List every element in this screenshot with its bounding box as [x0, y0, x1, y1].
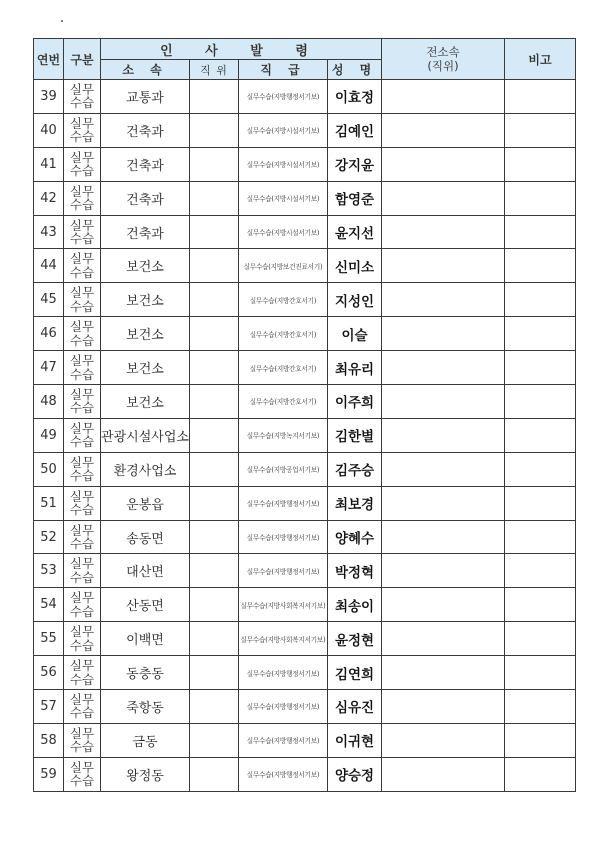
- table-row: [34, 351, 576, 385]
- row-name: 이슬: [328, 317, 382, 351]
- row-grade: 실무수습(지방간호서기): [239, 351, 328, 385]
- row-former: [382, 147, 505, 181]
- row-position: [190, 757, 239, 791]
- row-type: 실무 수습: [64, 215, 101, 249]
- row-dept: 산동면: [101, 588, 190, 622]
- table-row: [34, 418, 576, 452]
- table-row: [34, 80, 576, 114]
- row-dept: 건축과: [101, 181, 190, 215]
- table-row: [34, 622, 576, 656]
- row-name: 심유진: [328, 690, 382, 724]
- row-number: 53: [34, 554, 64, 588]
- row-name: 김예인: [328, 113, 382, 147]
- table-row: [34, 656, 576, 690]
- row-grade: 실무수습(지방사회복지서기보): [239, 622, 328, 656]
- row-position: [190, 418, 239, 452]
- row-name: 김한별: [328, 418, 382, 452]
- row-type: 실무 수습: [64, 554, 101, 588]
- row-remarks: [505, 723, 576, 757]
- row-position: [190, 215, 239, 249]
- row-position: [190, 690, 239, 724]
- row-dept: 보건소: [101, 385, 190, 419]
- row-name: 최송이: [328, 588, 382, 622]
- header-no: 연번: [34, 39, 64, 80]
- row-remarks: [505, 588, 576, 622]
- row-grade: 실무수습(지방시설서기보): [239, 215, 328, 249]
- row-grade: 실무수습(지방간호서기): [239, 317, 328, 351]
- row-type: 실무 수습: [64, 520, 101, 554]
- row-position: [190, 486, 239, 520]
- row-type: 실무 수습: [64, 656, 101, 690]
- row-position: [190, 317, 239, 351]
- row-name: 최유리: [328, 351, 382, 385]
- row-number: 40: [34, 113, 64, 147]
- row-name: 이주희: [328, 385, 382, 419]
- row-remarks: [505, 181, 576, 215]
- row-number: 41: [34, 147, 64, 181]
- row-name: 신미소: [328, 249, 382, 283]
- row-former: [382, 215, 505, 249]
- table-row: [34, 385, 576, 419]
- row-number: 43: [34, 215, 64, 249]
- row-dept: 금동: [101, 723, 190, 757]
- header-appointment: 인 사 발 령: [101, 39, 382, 60]
- row-remarks: [505, 452, 576, 486]
- row-grade: 실무수습(지방간호서기): [239, 385, 328, 419]
- row-type: 실무 수습: [64, 486, 101, 520]
- row-remarks: [505, 80, 576, 114]
- row-type: 실무 수습: [64, 80, 101, 114]
- row-position: [190, 80, 239, 114]
- row-dept: 왕정동: [101, 757, 190, 791]
- row-name: 강지윤: [328, 147, 382, 181]
- row-type: 실무 수습: [64, 588, 101, 622]
- row-position: [190, 147, 239, 181]
- row-remarks: [505, 656, 576, 690]
- table-row: [34, 113, 576, 147]
- row-name: 김주승: [328, 452, 382, 486]
- row-grade: 실무수습(지방간호서기): [239, 283, 328, 317]
- row-position: [190, 249, 239, 283]
- row-remarks: [505, 113, 576, 147]
- row-grade: 실무수습(지방시설서기보): [239, 181, 328, 215]
- row-grade: 실무수습(지방행정서기보): [239, 656, 328, 690]
- table-row: [34, 317, 576, 351]
- scan-mark: [61, 20, 63, 22]
- row-former: [382, 385, 505, 419]
- table-row: [34, 283, 576, 317]
- row-former: [382, 656, 505, 690]
- row-type: 실무 수습: [64, 690, 101, 724]
- row-dept: 죽항동: [101, 690, 190, 724]
- row-type: 실무 수습: [64, 723, 101, 757]
- table-row: [34, 757, 576, 791]
- row-remarks: [505, 554, 576, 588]
- row-former: [382, 80, 505, 114]
- row-former: [382, 486, 505, 520]
- row-former: [382, 690, 505, 724]
- row-type: 실무 수습: [64, 418, 101, 452]
- row-number: 50: [34, 452, 64, 486]
- row-dept: 교통과: [101, 80, 190, 114]
- row-remarks: [505, 385, 576, 419]
- row-former: [382, 418, 505, 452]
- row-type: 실무 수습: [64, 181, 101, 215]
- row-name: 이효정: [328, 80, 382, 114]
- header-grade: 직 급: [239, 60, 328, 80]
- row-dept: 건축과: [101, 113, 190, 147]
- row-grade: 실무수습(지방시설서기보): [239, 113, 328, 147]
- table-row: [34, 723, 576, 757]
- table-row: [34, 520, 576, 554]
- row-former: [382, 351, 505, 385]
- row-dept: 환경사업소: [101, 452, 190, 486]
- row-name: 최보경: [328, 486, 382, 520]
- table-row: [34, 215, 576, 249]
- row-former: [382, 588, 505, 622]
- row-grade: 실무수습(지방행정서기보): [239, 486, 328, 520]
- row-grade: 실무수습(지방시설서기보): [239, 147, 328, 181]
- row-type: 실무 수습: [64, 385, 101, 419]
- row-position: [190, 656, 239, 690]
- row-former: [382, 520, 505, 554]
- row-number: 55: [34, 622, 64, 656]
- table-row: [34, 147, 576, 181]
- row-name: 김연희: [328, 656, 382, 690]
- row-former: [382, 622, 505, 656]
- row-dept: 송동면: [101, 520, 190, 554]
- row-grade: 실무수습(지방행정서기보): [239, 80, 328, 114]
- row-name: 양승정: [328, 757, 382, 791]
- row-grade: 실무수습(지방행정서기보): [239, 690, 328, 724]
- row-remarks: [505, 249, 576, 283]
- row-grade: 실무수습(지방보건진료서기): [239, 249, 328, 283]
- header-position: 직 위: [190, 60, 239, 80]
- row-number: 46: [34, 317, 64, 351]
- row-remarks: [505, 486, 576, 520]
- row-dept: 운봉읍: [101, 486, 190, 520]
- row-remarks: [505, 215, 576, 249]
- row-type: 실무 수습: [64, 351, 101, 385]
- row-grade: 실무수습(지방사회복지서기보): [239, 588, 328, 622]
- row-number: 45: [34, 283, 64, 317]
- row-name: 지성인: [328, 283, 382, 317]
- row-type: 실무 수습: [64, 249, 101, 283]
- row-dept: 건축과: [101, 147, 190, 181]
- row-remarks: [505, 317, 576, 351]
- row-position: [190, 622, 239, 656]
- row-former: [382, 317, 505, 351]
- row-position: [190, 283, 239, 317]
- row-remarks: [505, 418, 576, 452]
- personnel-table: [33, 38, 576, 792]
- row-remarks: [505, 757, 576, 791]
- row-remarks: [505, 622, 576, 656]
- row-grade: 실무수습(지방행정서기보): [239, 520, 328, 554]
- row-former: [382, 723, 505, 757]
- row-position: [190, 554, 239, 588]
- header-former-dept: 전소속: [426, 45, 460, 59]
- row-former: [382, 554, 505, 588]
- row-position: [190, 113, 239, 147]
- header-former-position: (직위): [427, 59, 459, 73]
- row-dept: 동충동: [101, 656, 190, 690]
- row-position: [190, 723, 239, 757]
- row-position: [190, 385, 239, 419]
- row-type: 실무 수습: [64, 283, 101, 317]
- row-name: 함영준: [328, 181, 382, 215]
- header-type: 구분: [64, 39, 101, 80]
- row-grade: 실무수습(지방행정서기보): [239, 554, 328, 588]
- row-former: [382, 283, 505, 317]
- row-number: 56: [34, 656, 64, 690]
- row-name: 양혜수: [328, 520, 382, 554]
- row-former: [382, 181, 505, 215]
- row-number: 58: [34, 723, 64, 757]
- row-grade: 실무수습(지방공업서기보): [239, 452, 328, 486]
- row-position: [190, 181, 239, 215]
- row-type: 실무 수습: [64, 622, 101, 656]
- row-number: 48: [34, 385, 64, 419]
- row-remarks: [505, 283, 576, 317]
- row-dept: 건축과: [101, 215, 190, 249]
- row-dept: 이백면: [101, 622, 190, 656]
- row-remarks: [505, 520, 576, 554]
- row-number: 47: [34, 351, 64, 385]
- row-dept: 보건소: [101, 249, 190, 283]
- row-number: 57: [34, 690, 64, 724]
- table-row: [34, 486, 576, 520]
- row-type: 실무 수습: [64, 757, 101, 791]
- header-former: [382, 39, 505, 80]
- row-remarks: [505, 351, 576, 385]
- row-name: 박정혁: [328, 554, 382, 588]
- header-dept: 소 속: [101, 60, 190, 80]
- header-name: 성 명: [328, 60, 382, 80]
- row-grade: 실무수습(지방녹지서기보): [239, 418, 328, 452]
- row-grade: 실무수습(지방행정서기보): [239, 757, 328, 791]
- table-body: [34, 80, 576, 792]
- row-dept: 보건소: [101, 351, 190, 385]
- row-position: [190, 588, 239, 622]
- row-former: [382, 757, 505, 791]
- row-number: 59: [34, 757, 64, 791]
- row-name: 윤정현: [328, 622, 382, 656]
- row-number: 49: [34, 418, 64, 452]
- table-row: [34, 249, 576, 283]
- header-remarks: 비고: [505, 39, 576, 80]
- table-row: [34, 690, 576, 724]
- row-remarks: [505, 690, 576, 724]
- row-position: [190, 452, 239, 486]
- row-name: 윤지선: [328, 215, 382, 249]
- table-header: [34, 39, 576, 80]
- row-type: 실무 수습: [64, 113, 101, 147]
- table-row: [34, 588, 576, 622]
- row-remarks: [505, 147, 576, 181]
- row-dept: 대산면: [101, 554, 190, 588]
- row-number: 44: [34, 249, 64, 283]
- row-dept: 보건소: [101, 283, 190, 317]
- row-dept: 보건소: [101, 317, 190, 351]
- row-position: [190, 520, 239, 554]
- row-former: [382, 249, 505, 283]
- table-row: [34, 554, 576, 588]
- row-grade: 실무수습(지방행정서기보): [239, 723, 328, 757]
- row-position: [190, 351, 239, 385]
- row-number: 52: [34, 520, 64, 554]
- row-number: 42: [34, 181, 64, 215]
- row-dept: 관광시설사업소: [101, 418, 190, 452]
- row-former: [382, 113, 505, 147]
- row-number: 54: [34, 588, 64, 622]
- row-type: 실무 수습: [64, 452, 101, 486]
- row-type: 실무 수습: [64, 147, 101, 181]
- table-row: [34, 452, 576, 486]
- row-number: 51: [34, 486, 64, 520]
- row-name: 이귀현: [328, 723, 382, 757]
- row-former: [382, 452, 505, 486]
- row-number: 39: [34, 80, 64, 114]
- table-row: [34, 181, 576, 215]
- row-type: 실무 수습: [64, 317, 101, 351]
